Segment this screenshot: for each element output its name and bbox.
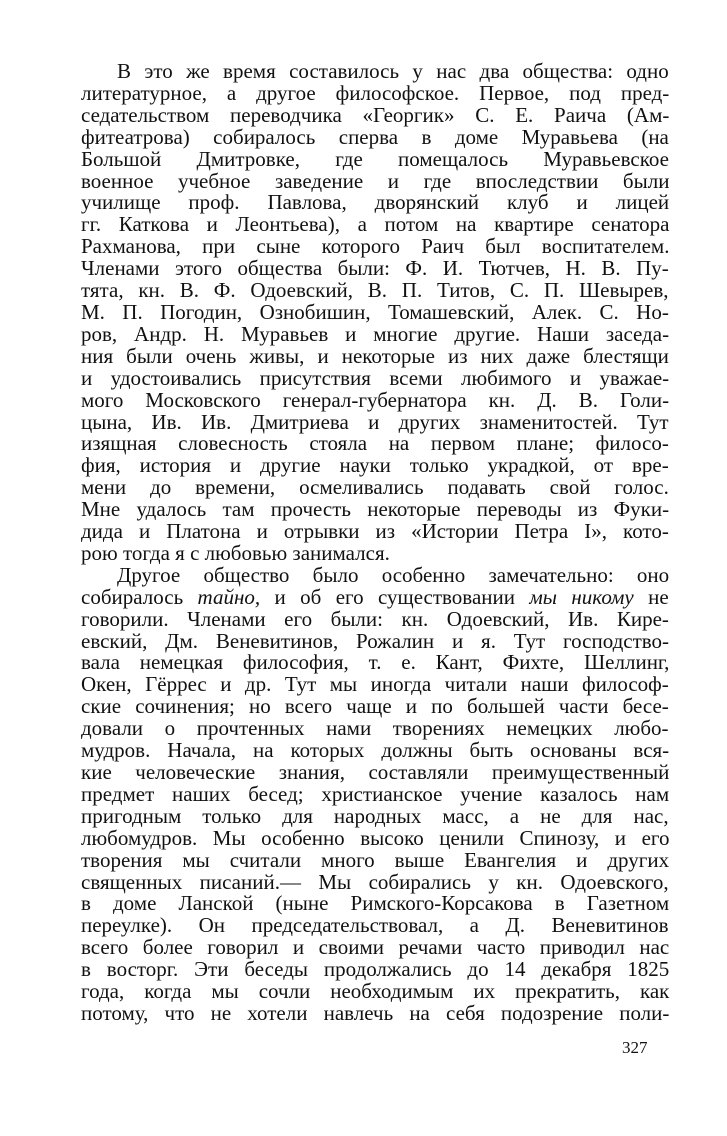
- text-line: Членами этого общества были: Ф. И. Тютчев, Н. В. Пу-: [81, 256, 669, 281]
- text-line: говорили. Членами его были: кн. Одоевский, Ив. Кире-: [81, 606, 669, 631]
- text-line: в восторг. Эти беседы продолжались до 14 декабря 1825: [81, 957, 670, 982]
- text-line: Мне удалось там прочесть некоторые переводы из Фуки-: [81, 497, 670, 522]
- text-line: [81, 584, 669, 609]
- italic-emphasis: тайно,: [197, 584, 261, 609]
- text-line: М. П. Погодин, Ознобишин, Томашевский, Алек. С. Но-: [81, 299, 669, 324]
- text-line: кие человеческие знания, составляли преимущественный: [81, 760, 670, 784]
- text-line: Рахманова, при сыне которого Раич был воспитателем.: [81, 234, 670, 259]
- text-line: предмет наших бесед; христианское учение казалось нам: [81, 781, 670, 806]
- text-line: потому, что не хотели навлечь на себя подозрение поли-: [81, 1000, 670, 1025]
- text-line: Окен, Гёррес и др. Тут мы иногда читали наши философ-: [81, 672, 669, 697]
- text-segment: собиралось: [81, 584, 198, 609]
- text-line: Другое общество было особенно замечательно: оно: [117, 562, 670, 587]
- text-line: творения мы считали много выше Евангелия и других: [81, 847, 670, 872]
- paragraph: [81, 61, 669, 565]
- text-line: вала немецкая философия, т. е. Кант, Фихте, Шеллинг,: [81, 650, 670, 675]
- text-line: литературное, а другое философское. Первое, под пред-: [81, 80, 670, 105]
- text-line: тята, кн. В. Ф. Одоевский, В. П. Титов, С. П. Шевырев,: [81, 278, 669, 303]
- text-line: ров, Андр. Н. Муравьев и многие другие. Наши заседа-: [81, 321, 670, 346]
- text-line: фия, история и другие науки только украдкой, от вре-: [81, 453, 669, 478]
- text-line: и удостоивались присутствия всеми любимого и уважае-: [81, 365, 670, 390]
- text-line: евский, Дм. Веневитинов, Рожалин и я. Тут господство-: [81, 628, 670, 653]
- text-line: довали о прочтенных нами творениях немецких любо-: [81, 716, 669, 741]
- text-line: мени до времени, осмеливались подавать свой голос.: [81, 475, 669, 500]
- text-line: всего более говорил и своими речами часто приводил нас: [81, 935, 670, 960]
- text-line: священных писаний.— Мы собирались у кн. Одоевского,: [81, 869, 669, 894]
- text-line: пригодным только для народных масс, а не для нас,: [81, 803, 669, 828]
- text-line: мудров. Начала, на которых должны быть основаны вся-: [81, 738, 670, 763]
- text-line: переулке). Он председательствовал, а Д. Веневитинов: [81, 913, 669, 938]
- text-line: года, когда мы сочли необходимым их прекратить, как: [81, 979, 670, 1004]
- text-line: изящная словесность стояла на первом плане; филосо-: [81, 431, 669, 456]
- text-line: военное учебное заведение и где впоследствии были: [81, 168, 670, 193]
- text-line: дида и Платона и отрывки из «Истории Петра I», кото-: [81, 519, 669, 544]
- text-line: Большой Дмитровке, где помещалось Муравьевское: [81, 146, 669, 171]
- text-line: цына, Ив. Ив. Дмитриева и других знаменитостей. Тут: [81, 409, 669, 434]
- text-segment: и об его существовании: [260, 584, 530, 609]
- text-segment: не: [633, 584, 669, 609]
- text-line: училище проф. Павлова, дворянский клуб и лицей: [81, 190, 670, 215]
- text-line: любомудров. Мы особенно высоко ценили Спинозу, и его: [81, 825, 670, 850]
- page-body: [81, 61, 669, 1025]
- text-line: фитеатрова) собиралось сперва в доме Муравьева (на: [81, 124, 669, 149]
- text-line: рою тогда я с любовью занимался.: [81, 540, 390, 565]
- text-line: В это же время составилось у нас два общества: одно: [117, 59, 669, 83]
- page-number: 327: [622, 1038, 648, 1057]
- text-line: мого Московского генерал-губернатора кн. Д. В. Голи-: [81, 387, 670, 412]
- text-line: ские сочинения; но всего чаще и по большей части бесе-: [81, 694, 669, 719]
- text-line: ния были очень живы, и некоторые из них даже блестящи: [81, 343, 669, 368]
- text-line: в доме Ланской (ныне Римского-Корсакова в Газетном: [81, 891, 670, 916]
- text-line: седательством переводчика «Георгик» С. Е. Раича (Ам-: [81, 102, 670, 127]
- paragraph: [81, 562, 670, 1025]
- text-line: гг. Каткова и Леонтьева), а потом на квартире сенатора: [81, 212, 670, 237]
- italic-emphasis: мы никому: [529, 584, 634, 609]
